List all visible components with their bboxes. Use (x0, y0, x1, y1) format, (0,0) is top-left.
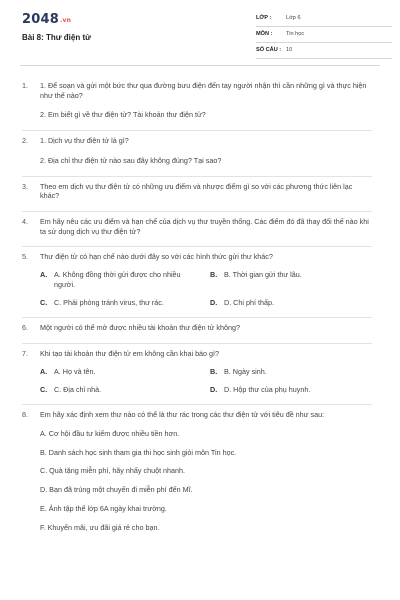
question-number: 3. (22, 181, 28, 191)
answer-option-b[interactable] (210, 270, 372, 289)
list-option[interactable]: E. Ảnh tập thể lớp 6A ngày khai trường. (40, 503, 167, 513)
meta-row-count (256, 43, 392, 59)
answer-option-c[interactable] (40, 385, 202, 395)
question-number: 2. (22, 136, 28, 146)
list-option[interactable]: B. Danh sách học sinh tham gia thi học sinh giỏi môn Tin học. (40, 447, 237, 457)
option-text: D. Chi phí thấp. (224, 297, 274, 307)
option-text: C. Phải phòng tránh virus, thư rác. (54, 297, 164, 307)
question-text: Em hãy xác định xem thư nào có thể là thư rác trong các thư điện tử với tiêu đề như sau: (40, 410, 325, 420)
answer-option-c[interactable] (40, 298, 202, 308)
meta-row-subject (256, 27, 392, 43)
option-letter: C. (40, 297, 48, 307)
meta-value: Lớp 6 (286, 14, 301, 21)
meta-label: LỚP : (256, 14, 272, 21)
question-text: Một người có thể mở được nhiều tài khoản thư điện tử không? (40, 323, 241, 333)
question-item (22, 212, 372, 247)
answer-option-a[interactable] (40, 367, 202, 377)
question-body (40, 323, 372, 333)
question-number: 1. (22, 81, 28, 90)
option-text: D. Hộp thư của phụ huynh. (224, 384, 311, 394)
meta-row-class (256, 11, 392, 27)
logo-suffix: .vn (59, 17, 72, 24)
question-list (20, 66, 380, 542)
question-text: 1. Dịch vụ thư điện tử là gì? (40, 136, 129, 146)
question-item (22, 131, 372, 176)
option-letter: D. (210, 384, 218, 394)
option-text: B. Thời gian gửi thư lâu. (224, 270, 302, 280)
question-number: 6. (22, 323, 28, 333)
question-body (40, 349, 372, 394)
question-text: Thư điện tử có hạn chế nào dưới đây so với các hình thức gửi thư khác? (40, 252, 273, 262)
site-logo[interactable] (22, 11, 71, 29)
question-body (40, 410, 372, 532)
option-letter: A. (40, 366, 48, 376)
question-item (22, 177, 372, 212)
answer-option-b[interactable] (210, 367, 372, 377)
question-body (40, 252, 372, 307)
question-body (40, 217, 372, 236)
question-text: 2. Địa chỉ thư điện tử nào sau đây không đúng? Tại sao? (40, 155, 222, 165)
question-body (40, 81, 372, 120)
meta-label: MÔN : (256, 30, 273, 37)
list-option[interactable]: A. Cơ hội đầu tư kiếm được nhiều tiền hơn. (40, 428, 180, 438)
list-option[interactable]: D. Bạn đã trúng một chuyến đi miễn phí đến Mĩ. (40, 485, 193, 495)
option-letter: B. (210, 270, 218, 280)
option-text: A. Không đồng thời gửi được cho nhiều người. (54, 270, 181, 289)
meta-value: 10 (286, 46, 293, 53)
question-body (40, 182, 372, 201)
option-text: A. Họ và tên. (54, 366, 96, 376)
question-body (40, 136, 372, 165)
question-text: 1. Để soạn và gửi một bức thư qua đường bưu điện đến tay người nhận thì cần những gì và thực hiện như thế nào? (40, 81, 367, 100)
option-letter: A. (40, 270, 48, 280)
question-text: Khi tạo tài khoản thư điện tử em không cần khai báo gì? (40, 349, 220, 359)
question-item (22, 405, 372, 542)
question-item (22, 76, 372, 131)
answer-option-d[interactable] (210, 385, 372, 395)
list-option[interactable]: C. Quà tặng miễn phí, hãy nhấy chuột nhanh. (40, 466, 186, 476)
question-text: Theo em dịch vụ thư điện tử có những ưu điểm và nhược điểm gì so với các phương thức liên lạc khác? (40, 181, 353, 201)
question-number: 7. (22, 349, 28, 359)
answer-options (40, 367, 372, 394)
question-number: 4. (22, 217, 28, 227)
option-letter: B. (210, 366, 218, 376)
worksheet-header (20, 0, 380, 66)
answer-option-d[interactable] (210, 298, 372, 308)
question-item (22, 344, 372, 405)
answer-options (40, 270, 372, 307)
question-item (22, 318, 372, 344)
option-letter: D. (210, 297, 218, 307)
answer-option-a[interactable] (40, 270, 202, 289)
question-text: 2. Em biết gì về thư điện tử? Tài khoản thư điện tử? (40, 110, 206, 120)
logo-main: 2048 (22, 12, 59, 27)
question-item (22, 247, 372, 318)
option-text: C. Địa chỉ nhà. (54, 384, 102, 394)
option-letter: C. (40, 384, 48, 394)
question-number: 8. (22, 410, 28, 420)
meta-value: Tin học (286, 30, 305, 37)
question-text: Em hãy nêu các ưu điểm và hạn chế của dịch vụ thư truyền thống. Các điểm đó đã thay đổi thế nào khi ta sử dụng dịch vụ thư điện tử? (40, 217, 369, 236)
list-option[interactable]: F. Khuyến mãi, ưu đãi giá rẻ cho bạn. (40, 522, 160, 532)
lesson-title: Bài 8: Thư điện tử (22, 33, 91, 42)
worksheet-meta (256, 11, 392, 59)
option-text: B. Ngày sinh. (224, 366, 267, 376)
question-number: 5. (22, 252, 28, 262)
meta-label: SỐ CÂU : (256, 46, 282, 53)
